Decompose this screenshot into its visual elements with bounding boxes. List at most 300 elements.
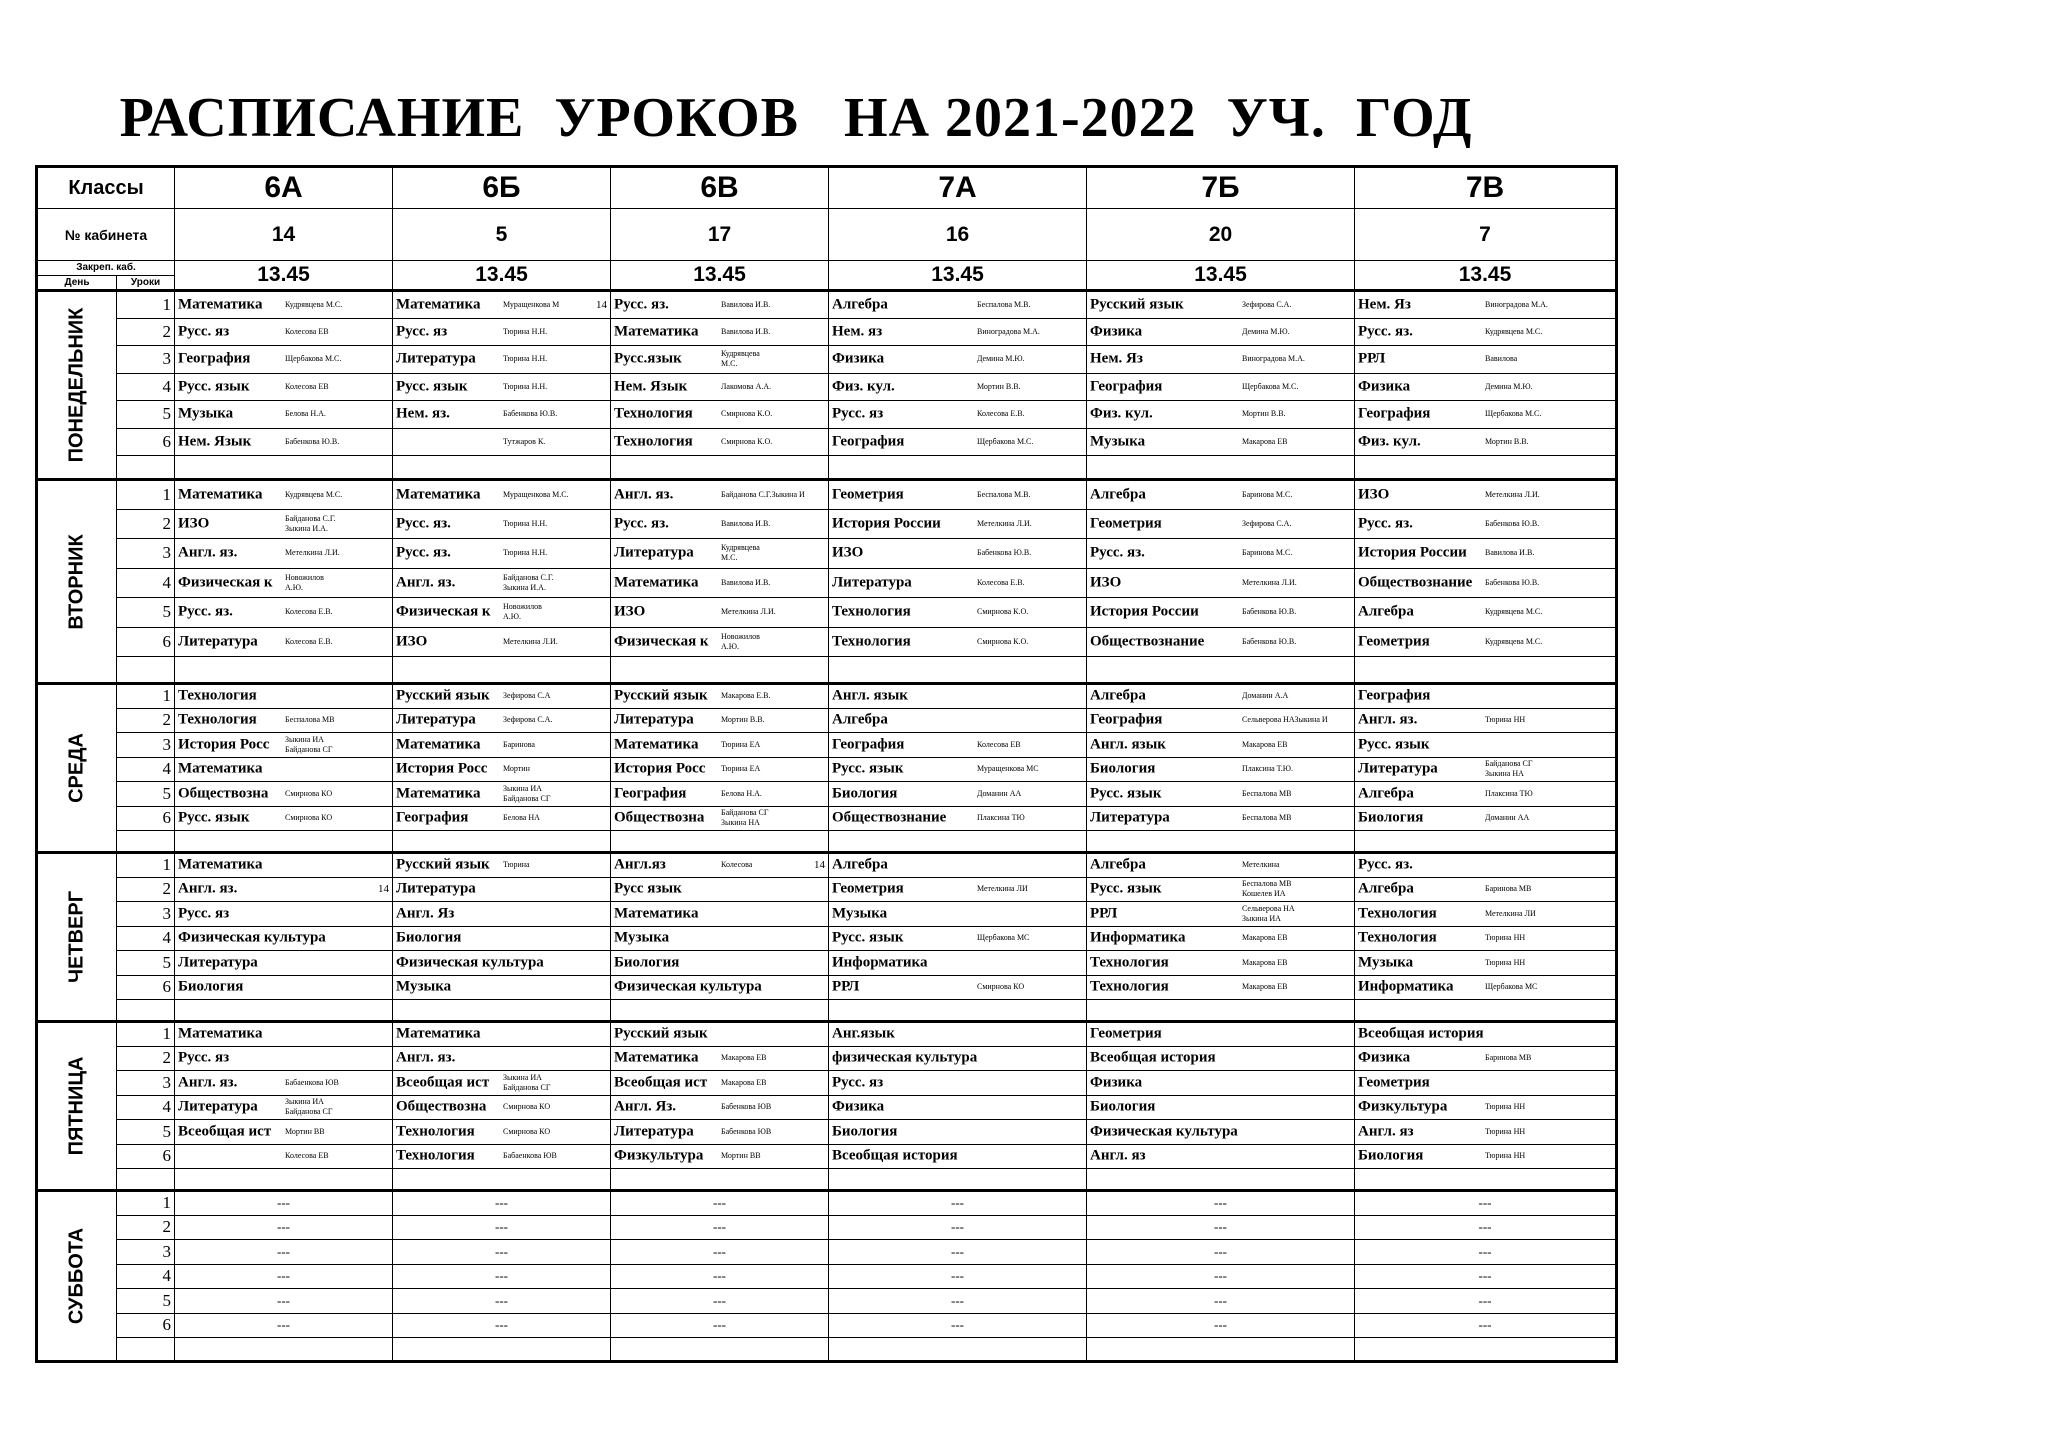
teacher-name: Макарова ЕВ [721,1053,767,1063]
lesson-cell [1087,318,1355,346]
lesson-cell [175,926,393,951]
teacher-name: Плаксина ТЮ [1485,788,1533,798]
lesson-cell [829,733,1087,758]
lesson-cell [611,318,829,346]
lesson-number: 2 [117,877,175,902]
blank-cell [117,1338,175,1362]
lesson-cell [1087,951,1355,976]
lesson-cell [611,1046,829,1071]
day-label-cell [37,684,117,853]
lesson-cell [393,1289,611,1314]
subject-name: Физ. кул. [1358,433,1421,450]
subject-name: География [1358,405,1431,422]
blank-cell [393,1000,611,1022]
day-name: СРЕДА [65,733,88,803]
time-cell: 13.45 [1087,261,1355,291]
lesson-cell [175,1240,393,1265]
subject-name: Русс. яз. [1358,856,1413,873]
day-label-cell [37,1022,117,1191]
subject-name: ИЗО [396,633,428,650]
lesson-cell [1087,428,1355,456]
day-name: СУББОТА [65,1227,88,1325]
subject-name: ИЗО [178,515,210,532]
lesson-cell [611,480,829,510]
time-cell: 13.45 [829,261,1087,291]
subject-name: Технология [1090,954,1169,971]
subject-name: Математика [178,1025,263,1042]
blank-cell [1355,831,1617,853]
subject-name: Физика [1358,1049,1411,1066]
lesson-cell [1087,480,1355,510]
subject-name: Русс. язык [832,929,904,946]
lesson-number: 5 [117,782,175,807]
blank-cell [393,657,611,684]
empty-lesson-dash: --- [1214,1268,1227,1284]
blank-cell [393,456,611,480]
subject-name: Англ. яз. [614,486,674,503]
lesson-cell [1087,782,1355,807]
subject-name: Алгебра [832,296,888,313]
room-number: 16 [829,209,1087,261]
blank-cell [175,657,393,684]
lesson-cell [1355,1095,1617,1120]
teacher-name: Байданова СГ Зыкина НА [721,808,769,828]
teacher-name: Тюрина НН [1485,957,1526,967]
subject-name: Биология [832,1123,898,1140]
blank-cell [829,456,1087,480]
lesson-number: 6 [117,627,175,657]
teacher-name: Колесова ЕВ [285,1151,329,1161]
blank-cell [829,1000,1087,1022]
subject-name: Англ. яз. [396,1049,456,1066]
lesson-cell [829,428,1087,456]
subject-name: Русс. язык [1090,785,1162,802]
subject-name: Литература [1358,760,1438,777]
subject-name: Математика [396,486,481,503]
blank-cell [393,831,611,853]
subject-name: Русский язык [396,856,490,873]
subject-name: Русс. яз [396,323,448,340]
empty-lesson-dash: --- [277,1219,290,1235]
lesson-cell [829,627,1087,657]
subject-name: Алгебра [1358,880,1414,897]
lesson-cell [393,733,611,758]
teacher-name: Вавилова И.В. [721,577,771,587]
lesson-cell [175,1289,393,1314]
lesson-cell [829,1022,1087,1047]
lesson-number: 6 [117,975,175,1000]
empty-lesson-dash: --- [1478,1195,1492,1211]
subject-name: Технология [1358,905,1437,922]
empty-lesson-dash: --- [495,1317,508,1333]
teacher-name: Бабенкова Ю.В. [1485,577,1540,587]
lesson-cell [1087,733,1355,758]
subject-name: Русс. яз. [396,515,451,532]
subject-name: Алгебра [1358,603,1414,620]
subject-name: Всеобщая ист [614,1074,708,1091]
lesson-cell [611,1191,829,1216]
teacher-name: Макарова ЕВ [1242,982,1288,992]
teacher-name: Белова Н.А. [285,409,326,419]
class-header: 6Б [393,167,611,209]
teacher-name: Баринова МВ [1485,1053,1532,1063]
lesson-cell [175,539,393,569]
subject-name: Всеобщая ист [396,1074,490,1091]
teacher-name: Бабенкова ЮВ [721,1102,772,1112]
header-uroki-label: Уроки [117,276,175,291]
blank-cell [393,1169,611,1191]
lesson-number: 6 [117,428,175,456]
lesson-cell [1355,806,1617,831]
teacher-name: Беспалова МВ [1242,788,1292,798]
subject-name: Геометрия [1090,515,1162,532]
lesson-cell [1355,1313,1617,1338]
empty-lesson-dash: --- [951,1219,964,1235]
lesson-cell [829,509,1087,539]
subject-name: История Росс [396,760,488,777]
subject-name: Литература [178,633,258,650]
teacher-name: Тюрина НН [1485,1102,1526,1112]
lesson-cell [1087,1071,1355,1096]
lesson-cell [1087,539,1355,569]
subject-name: Русс. язык [1358,736,1430,753]
subject-name: Технология [178,687,257,704]
blank-cell [1087,1169,1355,1191]
blank-cell [1087,831,1355,853]
lesson-cell [393,1240,611,1265]
lesson-cell [611,1240,829,1265]
subject-name: Алгебра [1358,785,1414,802]
subject-name: Англ. яз [1358,1123,1414,1140]
subject-name: История России [1358,544,1467,561]
lesson-cell [829,346,1087,374]
lesson-cell [611,346,829,374]
subject-name: Русский язык [614,1025,708,1042]
lesson-number: 5 [117,401,175,429]
lesson-cell [175,428,393,456]
blank-cell [175,1000,393,1022]
lesson-number: 6 [117,1313,175,1338]
empty-lesson-dash: --- [713,1219,726,1235]
empty-lesson-dash: --- [277,1317,290,1333]
teacher-name: Щербакова М.С. [285,354,342,364]
blank-cell [1355,456,1617,480]
lesson-cell [393,1215,611,1240]
class-header: 6А [175,167,393,209]
lesson-cell [175,806,393,831]
subject-name: Литература [1090,809,1170,826]
subject-name: Математика [614,736,699,753]
subject-name: Алгебра [832,856,888,873]
subject-name: физическая культура [832,1049,978,1066]
subject-name: Математика [396,736,481,753]
teacher-name: Беспалова МВ [285,715,335,725]
room-note: 14 [378,883,389,896]
lesson-cell [829,782,1087,807]
empty-lesson-dash: --- [495,1219,508,1235]
lesson-cell [829,373,1087,401]
lesson-cell [1355,1191,1617,1216]
blank-cell [117,1169,175,1191]
lesson-cell [1087,1264,1355,1289]
subject-name: Музыка [178,405,234,422]
subject-name: Русс. яз. [1090,544,1145,561]
subject-name: Англ. яз. [178,544,238,561]
lesson-cell [393,806,611,831]
lesson-cell [175,1071,393,1096]
lesson-number: 3 [117,1071,175,1096]
teacher-name: Тюрина [503,860,530,870]
teacher-name: Тюрина НН [1485,715,1526,725]
lesson-cell [393,951,611,976]
teacher-name: Белова НА [503,813,540,823]
lesson-cell [175,902,393,927]
teacher-name: Байданова СГ Зыкина НА [1485,759,1533,779]
teacher-name: Щербакова М.С. [977,436,1034,446]
lesson-cell [175,853,393,878]
empty-lesson-dash: --- [1478,1292,1492,1308]
teacher-name: Метелкина Л.И. [977,518,1032,528]
lesson-cell [611,708,829,733]
teacher-name: Зыкина ИА Байданова СГ [285,1097,333,1117]
lesson-cell [1087,684,1355,709]
lesson-cell [393,708,611,733]
subject-name: Русс. яз [832,1074,884,1091]
subject-name: Геометрия [1358,1074,1430,1091]
subject-name: ИЗО [1358,486,1390,503]
teacher-name: Мортин [503,764,530,774]
teacher-name: Муращенкова М [503,299,560,309]
teacher-name: Метелкина Л.И. [1242,577,1297,587]
subject-name: Русс. язык [178,378,250,395]
lesson-cell [1087,346,1355,374]
teacher-name: Макарова ЕВ [721,1077,767,1087]
teacher-name: Новожилов А.Ю. [285,572,324,592]
blank-cell [829,1169,1087,1191]
lesson-cell [175,318,393,346]
subject-name: Англ. Яз. [614,1098,677,1115]
subject-name: Геометрия [1090,1025,1162,1042]
lesson-number: 1 [117,480,175,510]
empty-lesson-dash: --- [495,1292,508,1308]
lesson-number: 5 [117,1120,175,1145]
subject-name: Биология [614,954,680,971]
teacher-name: Лакомова А.А. [721,381,772,391]
subject-name: Англ. яз [1090,1147,1146,1164]
lesson-number: 6 [117,1144,175,1169]
subject-name: РРЛ [832,978,860,995]
subject-name: Русс. язык [178,809,250,826]
lesson-number: 3 [117,346,175,374]
empty-lesson-dash: --- [713,1243,726,1259]
subject-name: География [178,350,251,367]
lesson-number: 3 [117,733,175,758]
empty-lesson-dash: --- [951,1292,964,1308]
lesson-cell [1087,902,1355,927]
subject-name: Технология [832,603,911,620]
lesson-cell [1087,627,1355,657]
lesson-cell [175,568,393,598]
lesson-cell [175,877,393,902]
lesson-cell [1355,975,1617,1000]
teacher-name: Мортин ВВ [285,1126,325,1136]
blank-cell [1355,1000,1617,1022]
lesson-cell [175,733,393,758]
subject-name: Математика [614,574,699,591]
lesson-cell [175,1264,393,1289]
subject-name: Нем. Язык [614,378,688,395]
teacher-name: Зефирова С.А [503,691,551,701]
subject-name: Физ. кул. [1090,405,1153,422]
lesson-cell [1355,1022,1617,1047]
teacher-name: Беспалова МВ [1242,813,1292,823]
lesson-cell [1087,509,1355,539]
lesson-cell [393,1144,611,1169]
teacher-name: Колесова ЕВ [285,381,329,391]
subject-name: Русский язык [396,687,490,704]
subject-name: Математика [396,296,481,313]
lesson-cell [1087,926,1355,951]
empty-lesson-dash: --- [277,1268,290,1284]
teacher-name: Смирнова КО [285,788,333,798]
lesson-cell [829,1313,1087,1338]
header-klassy-label: Классы [37,167,175,209]
lesson-cell [1087,1144,1355,1169]
lesson-cell [1087,598,1355,628]
teacher-name: Щербакова М.С. [1485,409,1542,419]
empty-lesson-dash: --- [495,1195,508,1211]
teacher-name: Сельверова НА Зыкина ИА [1242,903,1295,923]
subject-name: Нем. яз. [396,405,450,422]
subject-name: Нем. яз [832,323,883,340]
lesson-cell [393,539,611,569]
lesson-cell [1355,1215,1617,1240]
empty-lesson-dash: --- [1478,1243,1492,1259]
teacher-name: Кудрявцева М.С. [1485,607,1543,617]
subject-name: Англ. яз. [178,880,238,897]
subject-name: Русс. яз. [1358,323,1413,340]
lesson-cell [1087,373,1355,401]
teacher-name: Кудрявцева М.С. [721,349,760,369]
time-cell: 13.45 [393,261,611,291]
subject-name: Технология [1090,978,1169,995]
teacher-name: Кудрявцева М.С. [285,299,343,309]
teacher-name: Тюрина НН [1485,1126,1526,1136]
subject-name: Музыка [614,929,670,946]
lesson-cell [1087,806,1355,831]
teacher-name: Мортин В.В. [721,715,765,725]
blank-cell [611,456,829,480]
lesson-cell [829,1191,1087,1216]
teacher-name: Смирнова К.О. [977,607,1029,617]
teacher-name: Муращенкова М.С. [503,489,569,499]
subject-name: Литература [178,954,258,971]
teacher-name: Тюрина Н.Н. [503,381,548,391]
subject-name: Математика [614,1049,699,1066]
lesson-cell [829,1144,1087,1169]
lesson-cell [1087,568,1355,598]
subject-name: Англ. язык [1090,736,1166,753]
lesson-cell [829,853,1087,878]
subject-name: Технология [832,633,911,650]
lesson-cell [1087,401,1355,429]
lesson-cell [175,509,393,539]
subject-name: Математика [614,905,699,922]
blank-cell [175,1338,393,1362]
subject-name: Нем. Яз [1358,296,1411,313]
lesson-cell [1087,1240,1355,1265]
subject-name: РРЛ [1358,350,1386,367]
lesson-number: 4 [117,1095,175,1120]
blank-cell [117,831,175,853]
lesson-cell [829,1289,1087,1314]
lesson-cell [1355,853,1617,878]
blank-cell [611,1338,829,1362]
teacher-name: Мортин В.В. [1485,436,1529,446]
teacher-name: Метелкина Л.И. [721,607,776,617]
subject-name: Русс. язык [1090,880,1162,897]
teacher-name: Виноградова М.А. [977,326,1040,336]
empty-lesson-dash: --- [1214,1292,1227,1308]
lesson-cell [829,1120,1087,1145]
lesson-cell [175,1095,393,1120]
teacher-name: Смирнова К.О. [977,636,1029,646]
lesson-cell [1355,539,1617,569]
subject-name: Биология [1090,760,1156,777]
lesson-cell [175,1191,393,1216]
subject-name: Русс. яз [832,405,884,422]
lesson-cell [829,757,1087,782]
lesson-cell [611,684,829,709]
subject-name: Биология [1358,809,1424,826]
subject-name: Физическая к [614,633,709,650]
blank-cell [611,1000,829,1022]
teacher-name: Смирнова КО [503,1102,551,1112]
lesson-cell [175,975,393,1000]
lesson-cell [393,568,611,598]
blank-cell [117,1000,175,1022]
lesson-cell [393,877,611,902]
lesson-cell [829,318,1087,346]
subject-name: Технология [178,711,257,728]
lesson-cell [611,509,829,539]
subject-name: Обществозна [396,1098,487,1115]
teacher-name: Кудрявцева М.С. [285,489,343,499]
lesson-cell [611,598,829,628]
subject-name: Информатика [832,954,928,971]
teacher-name: Бабенкова ЮВ [721,1126,772,1136]
subject-name: Математика [614,323,699,340]
subject-name: История Росс [178,736,270,753]
subject-name: Математика [396,1025,481,1042]
lesson-cell [1355,346,1617,374]
empty-lesson-dash: --- [495,1243,508,1259]
subject-name: Технология [1358,929,1437,946]
class-header: 6В [611,167,829,209]
subject-name: Русс. язык [832,760,904,777]
room-number: 20 [1087,209,1355,261]
blank-cell [611,657,829,684]
subject-name: Русс. яз. [614,515,669,532]
lesson-cell [1355,1240,1617,1265]
class-header: 7Б [1087,167,1355,209]
lesson-cell [1355,877,1617,902]
subject-name: Физкультура [1358,1098,1448,1115]
lesson-cell [393,1120,611,1145]
subject-name: География [614,785,687,802]
subject-name: Алгебра [1090,486,1146,503]
lesson-cell [393,509,611,539]
